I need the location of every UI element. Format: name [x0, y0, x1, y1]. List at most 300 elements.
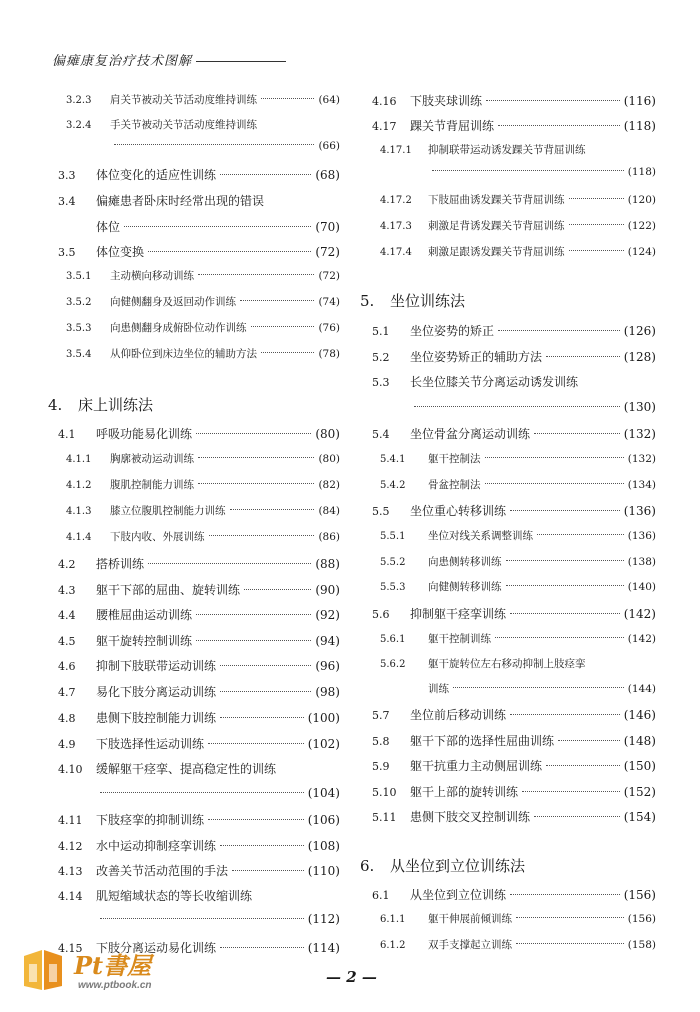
toc-entry-title: 躯干下部的选择性屈曲训练 — [410, 734, 555, 748]
toc-entry-title: 躯干下部的屈曲、旋转训练 — [96, 583, 241, 597]
toc-entry-number: 4.17.4 — [380, 247, 412, 258]
logo-url: www.ptbook.cn — [78, 980, 152, 991]
toc-entry-title: 骨盆控制法 — [428, 479, 481, 491]
toc-leader-dots — [534, 816, 620, 817]
toc-leader-dots — [510, 714, 620, 715]
toc-leader-dots — [546, 765, 620, 766]
toc-entry-title: 坐位姿势的矫正 — [410, 324, 495, 338]
toc-leader-dots — [485, 483, 624, 484]
toc-entry-number: 5.6.2 — [380, 659, 406, 670]
toc-entry[interactable] — [372, 808, 656, 825]
toc-entry-title: 体位 — [96, 220, 121, 234]
toc-entry-number: 4.11 — [58, 814, 83, 827]
toc-leader-dots — [148, 251, 311, 252]
toc-entry[interactable] — [66, 451, 340, 466]
toc-entry[interactable] — [372, 732, 656, 749]
toc-leader-dots — [220, 717, 304, 718]
toc-entry-page: (134) — [627, 479, 656, 491]
toc-entry-page: (64) — [318, 94, 340, 106]
toc-entry[interactable] — [58, 811, 340, 828]
toc-entry-number: 5.4.1 — [380, 454, 406, 465]
toc-leader-dots — [100, 918, 304, 919]
toc-entry-page: (104) — [307, 786, 340, 800]
toc-entry-title: 体位变化的适应性训练 — [96, 168, 217, 182]
toc-entry-title: 躯干抗重力主动侧屈训练 — [410, 759, 543, 773]
toc-entry-page: (130) — [623, 400, 656, 414]
toc-entry-page: (86) — [318, 531, 340, 543]
toc-leader-dots — [196, 640, 311, 641]
toc-leader-dots — [209, 535, 315, 536]
toc-entry-page: (118) — [627, 166, 656, 178]
toc-entry[interactable] — [58, 218, 340, 235]
running-title: 偏瘫康复治疗技术图解 — [52, 54, 193, 69]
toc-entry-title: 抑制躯干痉挛训练 — [410, 607, 507, 621]
toc-leader-dots — [220, 691, 311, 692]
toc-entry-title: 向患侧转移训练 — [428, 556, 502, 568]
toc-leader-dots — [506, 585, 624, 586]
toc-entry[interactable] — [380, 166, 656, 178]
toc-entry-page: (108) — [307, 839, 340, 853]
toc-entry-title: 呼吸功能易化训练 — [96, 427, 193, 441]
toc-entry-number: 5.5.3 — [380, 582, 406, 593]
toc-leader-dots — [569, 224, 624, 225]
toc-entry-page: (118) — [623, 119, 656, 133]
toc-entry[interactable] — [380, 579, 656, 594]
toc-leader-dots — [232, 870, 304, 871]
toc-entry-number: 5.5.2 — [380, 557, 406, 568]
page-number: — 2 — — [326, 968, 377, 986]
toc-entry[interactable] — [66, 140, 340, 152]
toc-leader-dots — [432, 170, 624, 171]
toc-entry-number: 3.3 — [58, 169, 76, 182]
toc-entry-title: 躯干伸展前倾训练 — [428, 913, 512, 925]
toc-entry[interactable] — [380, 656, 656, 671]
toc-leader-dots — [261, 352, 314, 353]
toc-entry-title: 向患侧翻身成俯卧位动作训练 — [110, 322, 247, 334]
toc-entry-title: 改善关节活动范围的手法 — [96, 864, 229, 878]
toc-leader-dots — [251, 326, 315, 327]
toc-entry-title: 躯干旋转控制训练 — [96, 634, 193, 648]
toc-entry-number: 5.5.1 — [380, 531, 406, 542]
toc-entry-page: (110) — [307, 864, 340, 878]
toc-leader-dots — [486, 100, 620, 101]
toc-entry-page: (150) — [623, 759, 656, 773]
toc-entry-title: 踝关节背屈训练 — [410, 119, 495, 133]
toc-entry-page: (82) — [318, 479, 340, 491]
toc-entry-page: (102) — [307, 737, 340, 751]
toc-entry-page: (80) — [315, 427, 340, 441]
toc-entry-number: 4.5 — [58, 635, 76, 648]
toc-leader-dots — [244, 589, 311, 590]
toc-entry-number: 6. — [360, 857, 375, 875]
toc-entry-title: 下肢夹球训练 — [410, 94, 483, 108]
toc-entry[interactable] — [66, 529, 340, 544]
toc-entry-number: 4.1 — [58, 428, 76, 441]
toc-entry[interactable] — [66, 117, 340, 132]
toc-entry[interactable] — [58, 709, 340, 726]
toc-entry-page: (136) — [623, 504, 656, 518]
toc-entry[interactable] — [372, 117, 656, 134]
toc-leader-dots — [208, 819, 304, 820]
toc-entry-page: (98) — [315, 685, 340, 699]
toc-entry-number: 4.1.4 — [66, 532, 92, 543]
toc-entry[interactable] — [58, 657, 340, 674]
toc-entry-page: (116) — [623, 94, 656, 108]
toc-entry[interactable] — [58, 887, 340, 904]
toc-entry[interactable] — [372, 605, 656, 622]
toc-entry[interactable] — [380, 911, 656, 926]
toc-entry-title: 躯干控制训练 — [428, 633, 491, 645]
toc-entry[interactable] — [372, 425, 656, 442]
toc-leader-dots — [261, 98, 314, 99]
toc-entry-title: 向健侧翻身及返回动作训练 — [110, 296, 236, 308]
book-logo-icon — [20, 946, 66, 994]
toc-leader-dots — [485, 457, 624, 458]
toc-entry-title: 抑制下肢联带运动训练 — [96, 659, 217, 673]
toc-entry-number: 3.5.1 — [66, 271, 92, 282]
toc-entry-title: 坐位姿势矫正的辅助方法 — [410, 350, 543, 364]
toc-entry-page: (90) — [315, 583, 340, 597]
toc-entry-number: 4.17.1 — [380, 145, 412, 156]
toc-entry[interactable] — [360, 855, 656, 876]
toc-entry[interactable] — [380, 218, 656, 233]
toc-entry[interactable] — [372, 886, 656, 903]
toc-entry-number: 5.9 — [372, 760, 390, 773]
toc-entry-page: (66) — [318, 140, 340, 152]
toc-entry-number: 4.17.3 — [380, 221, 412, 232]
toc-entry[interactable] — [58, 425, 340, 442]
toc-leader-dots — [220, 174, 311, 175]
toc-leader-dots — [558, 740, 620, 741]
toc-entry[interactable] — [58, 760, 340, 777]
toc-entry[interactable] — [58, 735, 340, 752]
toc-entry-number: 4.15 — [58, 942, 83, 955]
toc-entry[interactable] — [58, 862, 340, 879]
toc-leader-dots — [114, 144, 314, 145]
toc-entry-number: 5.4 — [372, 428, 390, 441]
toc-entry-title: 长坐位膝关节分离运动诱发训练 — [410, 375, 579, 389]
toc-entry[interactable] — [380, 681, 656, 696]
toc-entry-page: (142) — [627, 633, 656, 645]
toc-leader-dots — [534, 433, 620, 434]
toc-entry-page: (148) — [623, 734, 656, 748]
toc-entry[interactable] — [380, 631, 656, 646]
toc-entry[interactable] — [372, 757, 656, 774]
toc-entry-number: 5.10 — [372, 786, 397, 799]
toc-leader-dots — [220, 947, 304, 948]
toc-entry-title: 下肢选择性运动训练 — [96, 737, 205, 751]
toc-entry-page: (70) — [315, 220, 340, 234]
toc-entry-title: 训练 — [428, 683, 449, 695]
toc-entry-number: 6.1.1 — [380, 914, 406, 925]
toc-entry-page: (156) — [623, 888, 656, 902]
toc-entry-title: 从坐位到立位训练法 — [390, 857, 526, 875]
toc-entry-page: (132) — [623, 427, 656, 441]
toc-entry[interactable] — [380, 192, 656, 207]
toc-entry-number: 4.2 — [58, 558, 76, 571]
toc-entry-number: 3.5.4 — [66, 349, 92, 360]
toc-entry-title: 偏瘫患者卧床时经常出现的错误 — [96, 194, 265, 208]
toc-entry-number: 4.8 — [58, 712, 76, 725]
toc-entry-number: 4.6 — [58, 660, 76, 673]
toc-entry[interactable] — [372, 400, 656, 414]
site-logo[interactable] — [14, 942, 184, 1002]
toc-leader-dots — [516, 943, 624, 944]
toc-entry[interactable] — [58, 192, 340, 209]
toc-entry-page: (152) — [623, 785, 656, 799]
toc-leader-dots — [198, 483, 314, 484]
toc-entry-page: (128) — [623, 350, 656, 364]
toc-entry[interactable] — [58, 632, 340, 649]
toc-entry-page: (72) — [315, 245, 340, 259]
toc-entry-number: 4.17 — [372, 120, 397, 133]
toc-entry[interactable] — [372, 706, 656, 723]
toc-entry-page: (126) — [623, 324, 656, 338]
toc-leader-dots — [537, 534, 624, 535]
toc-entry[interactable] — [58, 581, 340, 598]
toc-entry-title: 患侧下肢控制能力训练 — [96, 711, 217, 725]
toc-entry-title: 水中运动抑制痉挛训练 — [96, 839, 217, 853]
toc-leader-dots — [510, 510, 620, 511]
toc-leader-dots — [414, 406, 620, 407]
toc-entry-title: 向健侧转移训练 — [428, 581, 502, 593]
toc-entry-number: 4.9 — [58, 738, 76, 751]
toc-leader-dots — [569, 250, 624, 251]
toc-entry[interactable] — [58, 683, 340, 700]
toc-entry-title: 手关节被动关节活动度维持训练 — [110, 119, 257, 131]
toc-entry-title: 坐位前后移动训练 — [410, 708, 507, 722]
toc-leader-dots — [510, 613, 620, 614]
toc-entry[interactable] — [380, 142, 656, 157]
toc-entry-number: 6.1 — [372, 889, 390, 902]
toc-entry-page: (78) — [318, 348, 340, 360]
toc-leader-dots — [148, 563, 311, 564]
toc-entry-page: (96) — [315, 659, 340, 673]
toc-entry-number: 6.1.2 — [380, 940, 406, 951]
toc-entry-title: 患侧下肢交叉控制训练 — [410, 810, 531, 824]
toc-entry-number: 4.4 — [58, 609, 76, 622]
toc-entry-number: 4.12 — [58, 840, 83, 853]
toc-entry-number: 5.8 — [372, 735, 390, 748]
toc-entry[interactable] — [372, 502, 656, 519]
toc-entry-page: (88) — [315, 557, 340, 571]
toc-entry[interactable] — [372, 783, 656, 800]
toc-entry[interactable] — [58, 243, 340, 260]
toc-entry-title: 易化下肢分离运动训练 — [96, 685, 217, 699]
toc-entry[interactable] — [380, 244, 656, 259]
toc-entry[interactable] — [58, 912, 340, 926]
toc-entry[interactable] — [66, 92, 340, 107]
toc-entry[interactable] — [58, 606, 340, 623]
toc-entry-title: 坐位训练法 — [390, 292, 466, 310]
toc-entry-title: 下肢屈曲诱发踝关节背屈训练 — [428, 194, 565, 206]
toc-entry-page: (136) — [627, 530, 656, 542]
toc-entry-number: 4.3 — [58, 584, 76, 597]
toc-entry-title: 腹肌控制能力训练 — [110, 479, 194, 491]
toc-entry-title: 躯干控制法 — [428, 453, 481, 465]
toc-leader-dots — [100, 792, 304, 793]
toc-leader-dots — [198, 274, 314, 275]
toc-entry-title: 躯干旋转位左右移动抑制上肢痉挛 — [428, 658, 586, 670]
toc-entry-page: (114) — [307, 941, 340, 955]
toc-leader-dots — [569, 198, 624, 199]
toc-leader-dots — [522, 791, 620, 792]
toc-leader-dots — [220, 845, 304, 846]
toc-entry-title: 腰椎屈曲运动训练 — [96, 608, 193, 622]
toc-entry-page: (142) — [623, 607, 656, 621]
toc-leader-dots — [516, 917, 624, 918]
toc-entry-number: 3.5 — [58, 246, 76, 259]
toc-leader-dots — [198, 457, 314, 458]
toc-entry[interactable] — [66, 294, 340, 309]
toc-entry-title: 下肢内收、外展训练 — [110, 531, 205, 543]
toc-entry-number: 3.4 — [58, 195, 76, 208]
toc-entry-page: (68) — [315, 168, 340, 182]
toc-leader-dots — [546, 356, 620, 357]
toc-entry-number: 5.6.1 — [380, 634, 406, 645]
toc-entry[interactable] — [360, 290, 656, 311]
toc-entry-title: 坐位对线关系调整训练 — [428, 530, 533, 542]
toc-entry-page: (92) — [315, 608, 340, 622]
toc-entry[interactable] — [66, 503, 340, 518]
toc-entry-number: 4.13 — [58, 865, 83, 878]
toc-entry-page: (132) — [627, 453, 656, 465]
toc-entry[interactable] — [380, 528, 656, 543]
toc-entry-page: (156) — [627, 913, 656, 925]
toc-entry-page: (122) — [627, 220, 656, 232]
toc-entry-number: 4.14 — [58, 890, 83, 903]
toc-entry-page: (124) — [627, 246, 656, 258]
toc-leader-dots — [498, 330, 620, 331]
toc-entry-title: 坐位重心转移训练 — [410, 504, 507, 518]
toc-leader-dots — [240, 300, 314, 301]
toc-entry-page: (74) — [318, 296, 340, 308]
toc-entry-page: (120) — [627, 194, 656, 206]
toc-entry-page: (80) — [318, 453, 340, 465]
toc-entry[interactable] — [380, 937, 656, 952]
toc-entry-page: (106) — [307, 813, 340, 827]
toc-leader-dots — [196, 614, 311, 615]
toc-entry-number: 4.10 — [58, 763, 83, 776]
toc-entry-number: 3.5.2 — [66, 297, 92, 308]
toc-entry-title: 膝立位腹肌控制能力训练 — [110, 505, 226, 517]
toc-entry-title: 主动横向移动训练 — [110, 270, 194, 282]
toc-entry-number: 4.1.1 — [66, 454, 92, 465]
toc-leader-dots — [495, 637, 624, 638]
header-rule — [196, 61, 286, 62]
toc-entry[interactable] — [66, 346, 340, 361]
toc-entry[interactable] — [372, 92, 656, 109]
toc-entry-title: 胸廓被动运动训练 — [110, 453, 194, 465]
toc-entry-number: 4.1.3 — [66, 506, 92, 517]
toc-entry-page: (76) — [318, 322, 340, 334]
toc-entry-page: (138) — [627, 556, 656, 568]
toc-entry-title: 肩关节被动关节活动度维持训练 — [110, 94, 257, 106]
toc-entry[interactable] — [48, 394, 340, 415]
toc-entry[interactable] — [58, 166, 340, 183]
toc-entry-page: (84) — [318, 505, 340, 517]
toc-entry-page: (158) — [627, 939, 656, 951]
toc-entry-number: 5.11 — [372, 811, 397, 824]
toc-leader-dots — [124, 226, 311, 227]
toc-entry[interactable] — [58, 555, 340, 572]
toc-leader-dots — [506, 560, 624, 561]
toc-leader-dots — [196, 433, 311, 434]
toc-leader-dots — [220, 665, 311, 666]
toc-leader-dots — [453, 687, 624, 688]
toc-entry[interactable] — [58, 837, 340, 854]
toc-entry-title: 躯干上部的旋转训练 — [410, 785, 519, 799]
toc-entry-title: 从坐位到立位训练 — [410, 888, 507, 902]
toc-entry-page: (146) — [623, 708, 656, 722]
toc-entry-page: (112) — [307, 912, 340, 926]
toc-entry[interactable] — [372, 322, 656, 339]
toc-leader-dots — [230, 509, 315, 510]
toc-entry-number: 3.2.3 — [66, 95, 92, 106]
toc-entry-title: 从仰卧位到床边坐位的辅助方法 — [110, 348, 257, 360]
toc-leader-dots — [510, 894, 620, 895]
toc-leader-dots — [498, 125, 620, 126]
toc-entry[interactable] — [372, 348, 656, 365]
toc-entry[interactable] — [58, 786, 340, 800]
toc-entry[interactable] — [66, 268, 340, 283]
toc-entry[interactable] — [66, 320, 340, 335]
toc-entry-number: 5.6 — [372, 608, 390, 621]
toc-entry-title: 缓解躯干痉挛、提高稳定性的训练 — [96, 762, 277, 776]
toc-entry-number: 3.2.4 — [66, 120, 92, 131]
toc-entry-title: 刺激足背诱发踝关节背屈训练 — [428, 220, 565, 232]
toc-entry-number: 5.2 — [372, 351, 390, 364]
toc-entry[interactable] — [380, 554, 656, 569]
toc-entry-number: 4. — [48, 396, 63, 414]
toc-leader-dots — [208, 743, 304, 744]
toc-entry-title: 搭桥训练 — [96, 557, 145, 571]
toc-entry[interactable] — [380, 477, 656, 492]
running-header — [52, 50, 286, 69]
toc-entry-title: 下肢分离运动易化训练 — [96, 941, 217, 955]
toc-entry-number: 5. — [360, 292, 375, 310]
toc-entry-title: 坐位骨盆分离运动训练 — [410, 427, 531, 441]
toc-entry-page: (154) — [623, 810, 656, 824]
toc-entry-title: 抑制联带运动诱发踝关节背屈训练 — [428, 144, 586, 156]
toc-entry-number: 3.5.3 — [66, 323, 92, 334]
toc-entry-number: 4.7 — [58, 686, 76, 699]
logo-name: Pt書屋 — [74, 951, 152, 980]
toc-entry-number: 5.4.2 — [380, 480, 406, 491]
toc-entry-number: 5.7 — [372, 709, 390, 722]
toc-entry-title: 下肢痉挛的抑制训练 — [96, 813, 205, 827]
toc-entry-title: 双手支撑起立训练 — [428, 939, 512, 951]
toc-entry-number: 5.3 — [372, 376, 390, 389]
toc-entry-page: (72) — [318, 270, 340, 282]
toc-entry[interactable] — [66, 477, 340, 492]
toc-entry-page: (100) — [307, 711, 340, 725]
toc-entry-number: 5.1 — [372, 325, 390, 338]
toc-entry-title: 床上训练法 — [78, 396, 154, 414]
toc-entry-title: 肌短缩域状态的等长收缩训练 — [96, 889, 253, 903]
toc-entry[interactable] — [372, 373, 656, 390]
toc-entry[interactable] — [380, 451, 656, 466]
toc-entry-number: 4.17.2 — [380, 195, 412, 206]
toc-entry-number: 5.5 — [372, 505, 390, 518]
toc-entry-number: 4.16 — [372, 95, 397, 108]
toc-entry-page: (94) — [315, 634, 340, 648]
toc-entry-page: (140) — [627, 581, 656, 593]
toc-entry-page: (144) — [627, 683, 656, 695]
toc-entry-title: 刺激足跟诱发踝关节背屈训练 — [428, 246, 565, 258]
toc-entry-number: 4.1.2 — [66, 480, 92, 491]
toc-entry-title: 体位变换 — [96, 245, 145, 259]
